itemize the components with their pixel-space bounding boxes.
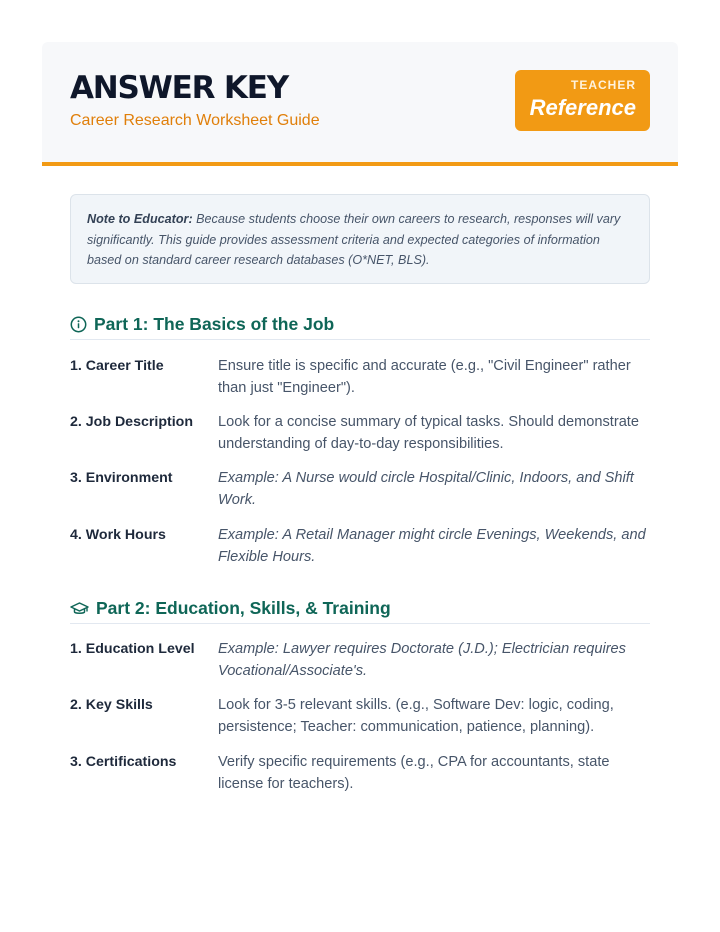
header (42, 42, 678, 166)
row-text: Ensure title is specific and accurate (e.g., "Civil Engineer" rather than just "Engineer"). (218, 358, 631, 396)
part2-title: Part 2: Education, Skills, & Training (96, 598, 391, 618)
part1-title: Part 1: The Basics of the Job (94, 314, 335, 334)
row-label: 3. Environment (70, 470, 173, 486)
row-text: Example: Lawyer requires Doctorate (J.D.); Electrician requires Vocational/Associate's. (218, 641, 626, 679)
page-subtitle: Career Research Worksheet Guide (70, 112, 320, 129)
page-title: ANSWER KEY (70, 70, 288, 106)
badge-small-label: TEACHER (570, 78, 636, 92)
note-label: Note to Educator: (87, 212, 193, 226)
row-label: 1. Education Level (70, 641, 195, 657)
row-text: Verify specific requirements (e.g., CPA for accountants, state license for teachers). (218, 754, 610, 792)
row-text: Example: A Nurse would circle Hospital/Clinic, Indoors, and Shift Work. (218, 470, 634, 508)
graduation-cap-icon (70, 600, 89, 617)
row-text: Look for 3-5 relevant skills. (e.g., Software Dev: logic, coding, persistence; Teacher: communication, patience, planning). (218, 697, 614, 735)
part1-heading (70, 310, 650, 340)
part2-heading (70, 594, 650, 624)
badge-main-label: Reference (529, 95, 636, 120)
row-label: 3. Certifications (70, 754, 177, 770)
row-label: 4. Work Hours (70, 527, 166, 543)
teacher-reference-badge (515, 70, 650, 131)
educator-note (70, 194, 650, 284)
row-text: Look for a concise summary of typical tasks. Should demonstrate understanding of day-to-day responsibilities. (218, 414, 639, 452)
row-label: 1. Career Title (70, 358, 164, 374)
info-icon (70, 316, 87, 333)
note-text: Because students choose their own careers to research, responses will vary significantly. This guide provides assessment criteria and expected categories of information based on standard career research databases (O*NET, BLS). (87, 212, 621, 267)
row-label: 2. Key Skills (70, 697, 153, 713)
row-label: 2. Job Description (70, 414, 193, 430)
row-text: Example: A Retail Manager might circle Evenings, Weekends, and Flexible Hours. (218, 527, 646, 565)
